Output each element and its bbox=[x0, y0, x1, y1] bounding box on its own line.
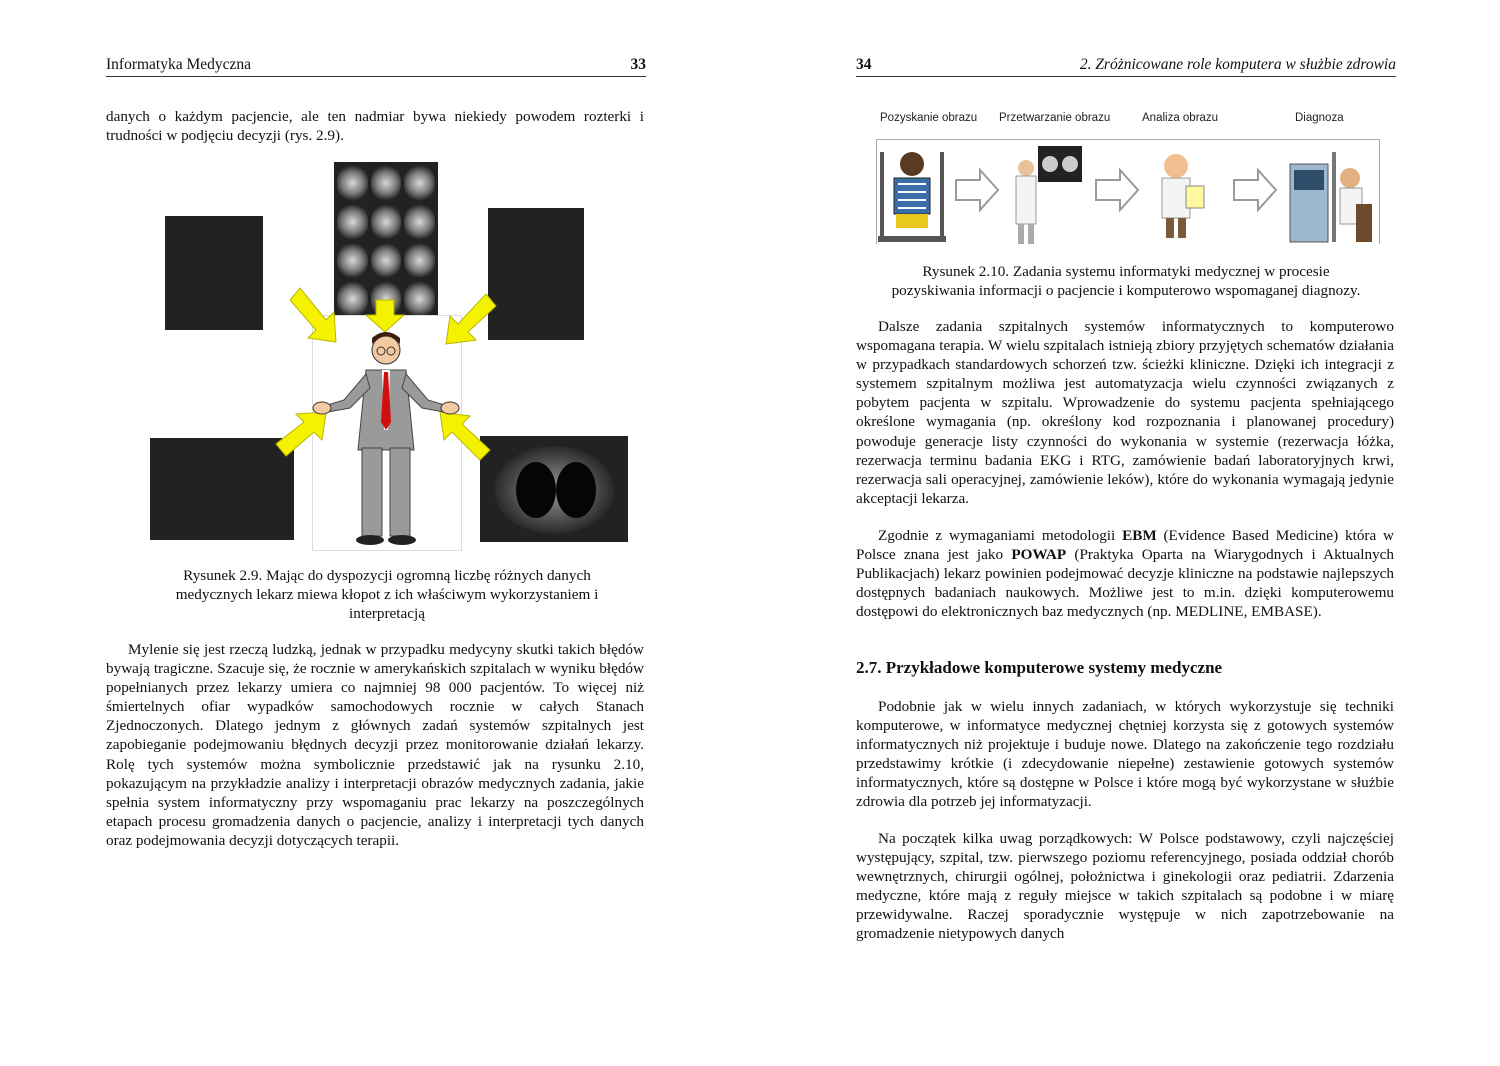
text-span: (Evidence Based Medicine) która w Polsce znana jest jako bbox=[856, 527, 1395, 564]
paragraph-2 bbox=[856, 526, 1394, 621]
intro-paragraph: danych o każdym pacjencie, ale ten nadmiar bywa niekiedy powodem rozterki i trudności w podjęciu decyzji (rys. 2.9). bbox=[106, 108, 644, 145]
arrow-top-right-icon bbox=[446, 294, 496, 344]
arrows-and-doctor bbox=[148, 160, 632, 550]
text-span: (Praktyka Oparta na Wiarygodnych i Aktualnych Publikacjach) lekarz powinien podejmować decyzje kliniczne na podstawie najlepszych dostępnych badaniach naukowych. Możliwe jest to m.in. dzięki komputerowemu dostępowi do elektronicznych baz medycznych (np. MEDLINE, EMBASE). bbox=[856, 546, 1394, 621]
paragraph-3: Podobnie jak w wielu innych zadaniach, w których wykorzystuje się techniki komputerowe, w informatyce medycznej chętniej korzysta się z gotowych systemów informatycznych niż projektuje i buduje nowe. Dlatego na zakończenie tego rozdziału przedstawimy krótkie (i zdecydowanie niepełne) zestawienie gotowych systemów informatycznych, które są dostępne w Polsce i które mogą być wykorzystane w służbie zdrowia dla potrzeb jej informatyzacji. bbox=[856, 698, 1394, 811]
stage-label: Diagnoza bbox=[1295, 112, 1344, 124]
stage-label: Analiza obrazu bbox=[1142, 112, 1219, 124]
paragraph-1: Dalsze zadania szpitalnych systemów informatycznych to komputerowo wspomagana terapia. W wielu szpitalach istnieją zbiory przyjętych schematów działania w przypadkach standardowych schorzeń tzw. ścieżki kliniczne. Dzięki ich integracji z systemem szpitalnym możliwa jest automatyzacja wielu czynności związanych z pobytem pacjenta w szpitalu. Wprowadzenie do systemu pacjenta spełniającego określone wymagania (np. określony kod rozpoznania i planowanej procedury) powoduje generacje listy czynności do wykonania w systemie (rezerwacja łóżka, rezerwacja terminu badania EKG i RTG, zamówienie badań laboratoryjnych krwi, rezerwacja sali operacyjnej, zamówienie leków), które do wykonania wymagają jedynie akceptacji lekarza. bbox=[856, 318, 1394, 507]
figure-2-9 bbox=[148, 160, 632, 550]
ebm-term: EBM bbox=[1122, 527, 1157, 544]
powap-term: POWAP bbox=[1011, 546, 1067, 564]
arrow-top-left-icon bbox=[290, 288, 336, 342]
arrow-bottom-right-icon bbox=[440, 412, 490, 460]
arrow-right-icon bbox=[956, 170, 998, 210]
stage-label: Pozyskanie obrazu bbox=[880, 112, 978, 124]
arrow-right-icon bbox=[1234, 170, 1276, 210]
figure-2-10 bbox=[870, 108, 1380, 248]
doctor-viewing-scans-icon bbox=[1016, 146, 1082, 244]
section-heading: 2.7. Przykładowe komputerowe systemy medyczne bbox=[856, 658, 1223, 677]
stage-label: Przetwarzanie obrazu bbox=[999, 112, 1111, 124]
arrow-bottom-left-icon bbox=[276, 412, 326, 456]
workflow-illustration bbox=[870, 108, 1380, 248]
patient-xray-icon bbox=[878, 152, 946, 242]
doctor-icon bbox=[313, 332, 459, 545]
right-page bbox=[750, 0, 1500, 1066]
arrow-right-icon bbox=[1096, 170, 1138, 210]
paragraph-4: Na początek kilka uwag porządkowych: W Polsce podstawowy, czyli najczęściej występujący, szpital, tzw. pierwszego poziomu referencyjnego, posiada oddział chorób wewnętrznych, chirurgii ogólnej, położnictwa i ginekologii oraz pediatrii. Zdarzenia medyczne, które mają z reguły miejsce w takich szpitalach są podobne i w miarę przewidywalne. Raczej sporadycznie występuje w nich zapotrzebowanie na gromadzenie nietypowych danych bbox=[856, 830, 1394, 943]
body-paragraph: Mylenie się jest rzeczą ludzką, jednak w przypadku medycyny skutki takich błędów bywają tragiczne. Szacuje się, że rocznie w amerykańskich szpitalach w wyniku błędów popełnianych przez lekarzy umiera co najmniej 98 000 pacjentów. To więcej niż śmiertelnych ofiar wypadków samochodowych rocznie w całych Stanach Zjednoczonych. Dlatego jednym z głównych zadań systemów szpitalnych jest zapobieganie podejmowaniu błędnych decyzji przez monitorowanie działań lekarzy. Rolę tych systemów można symbolicznie przedstawić jak na rysunku 2.10, pokazującym na przykładzie analizy i interpretacji obrazów medycznych zadania, jakie spełnia system informatyczny przy wspomaganiu prac lekarzy na poszczególnych etapach procesu gromadzenia danych o pacjencie, analizy i interpretacji tych danych oraz podejmowania decyzji dotyczących terapii. bbox=[106, 641, 644, 849]
header-title: Informatyka Medyczna bbox=[106, 56, 252, 73]
page-number: 33 bbox=[630, 56, 646, 73]
running-head-left bbox=[106, 52, 646, 77]
diagnosis-equipment-icon bbox=[1290, 152, 1372, 242]
caption-line: interpretacją bbox=[349, 605, 425, 623]
text-span: Zgodnie z wymaganiami metodologii bbox=[878, 527, 1123, 544]
figure-2-9-caption bbox=[110, 566, 664, 624]
caption-line: Rysunek 2.9. Mając do dyspozycji ogromną liczbę różnych danych bbox=[183, 567, 591, 584]
figure-2-10-caption bbox=[856, 262, 1396, 300]
page-number: 34 bbox=[856, 56, 872, 73]
arrow-top-icon bbox=[366, 300, 404, 332]
running-head-right bbox=[856, 52, 1396, 77]
caption-line: medycznych lekarz miewa kłopot z ich właściwym wykorzystaniem i bbox=[175, 586, 599, 604]
chapter-title: 2. Zróżnicowane role komputera w służbie zdrowia bbox=[1079, 56, 1396, 73]
caption-line: pozyskiwania informacji o pacjencie i komputerowo wspomaganej diagnozy. bbox=[891, 282, 1361, 300]
caption-line: Rysunek 2.10. Zadania systemu informatyki medycznej w procesie bbox=[922, 263, 1330, 280]
analyst-icon bbox=[1162, 154, 1204, 238]
